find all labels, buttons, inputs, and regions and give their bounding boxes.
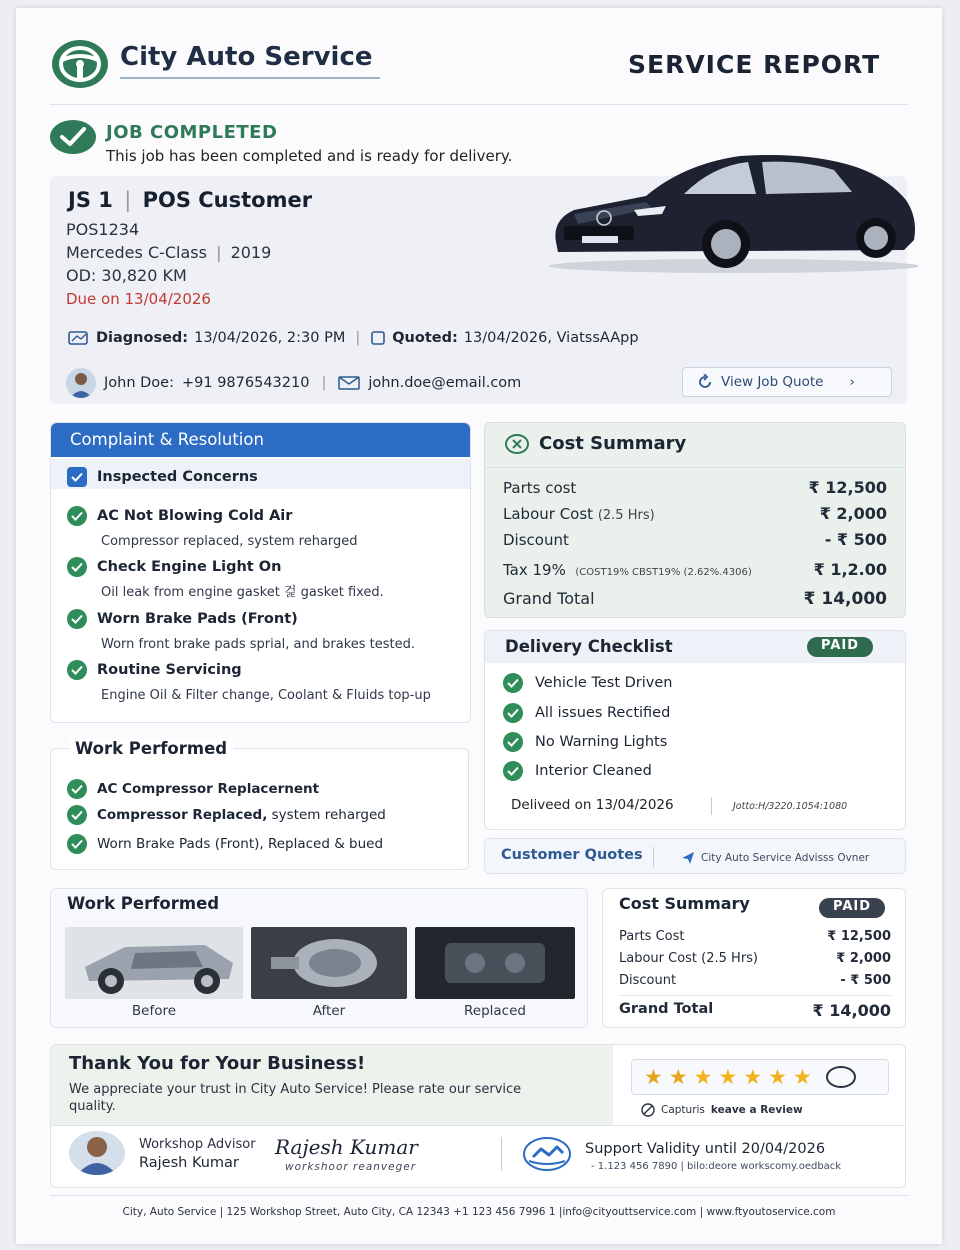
thank-you-divider [51, 1125, 905, 1126]
grand-total-label: Grand Total [619, 1001, 714, 1017]
delivery-checklist-card [484, 630, 906, 830]
leave-review-link[interactable] [641, 1103, 803, 1117]
paid-badge: PAID [807, 637, 873, 657]
star-icon[interactable]: ★ [768, 1064, 787, 1089]
work-photos-title: Work Performed [67, 894, 220, 913]
work-item [67, 834, 383, 854]
star-icon[interactable]: ★ [644, 1064, 663, 1089]
star-icon[interactable]: ★ [743, 1064, 763, 1089]
cost-value: ₹ 1,2.00 [813, 560, 887, 579]
cost-row-labour [503, 504, 887, 523]
avatar-person-icon [66, 368, 96, 398]
inspected-concerns [67, 467, 258, 487]
cost-compact-divider [619, 995, 891, 996]
support-contact: - 1.123 456 7890 | bilo:deore workscomy.oedback [591, 1161, 842, 1172]
cost-row-tax [503, 560, 887, 579]
complaint-item [67, 506, 292, 526]
job-status-description: This job has been completed and is ready for delivery. [106, 147, 513, 165]
signature-subtitle: workshoor reanveger [285, 1161, 417, 1173]
footer: City, Auto Service | 125 Workshop Street, Auto City, CA 12343 +1 123 456 7996 1 |info@cityouttservice.com | www.ftyoutoservice.com [122, 1206, 836, 1218]
view-job-quote-button[interactable] [682, 367, 892, 397]
delivery-title: Delivery Checklist [505, 637, 673, 656]
vehicle-model: Mercedes C-Class [66, 243, 207, 262]
brand-name: City Auto Service [120, 42, 373, 72]
advisor-avatar [69, 1131, 125, 1175]
check-circle-icon [503, 732, 523, 752]
refresh-icon [697, 374, 713, 390]
no-edit-icon [641, 1103, 655, 1117]
cost-label: Tax 19% [503, 561, 566, 579]
star-icon[interactable]: ★ [792, 1064, 812, 1089]
complaint-detail: Engine Oil & Filter change, Coolant & Fluids top-up [101, 688, 431, 703]
delivery-reference: Jotto:H/3220.1054:1080 [733, 801, 848, 812]
checklist-label: Interior Cleaned [535, 763, 652, 779]
thank-you-description: We appreciate your trust in City Auto Service! Please rate our service quality. [69, 1082, 522, 1114]
delivery-separator [711, 797, 712, 815]
check-circle-icon [67, 506, 87, 526]
cost-label: Labour Cost [503, 505, 594, 523]
advisor-signature: Rajesh Kumar [275, 1135, 418, 1159]
customer-quotes-separator [653, 847, 654, 867]
work-performed-list-card [50, 739, 469, 870]
diagnosed-label: Diagnosed: [96, 330, 189, 346]
job-code: POS1234 [66, 220, 140, 239]
header-divider [50, 104, 908, 105]
checklist-item [503, 703, 670, 723]
complaint-resolution-card [50, 422, 471, 723]
cost-row-parts [503, 478, 887, 497]
car-image [534, 144, 918, 274]
work-item-bold: Compressor Replaced, [97, 807, 268, 823]
grand-total-value: ₹ 14,000 [803, 589, 887, 609]
check-circle-icon [67, 779, 87, 799]
check-circle-icon [67, 660, 87, 680]
checklist-item [503, 761, 652, 781]
cost-value: ₹ 12,500 [808, 478, 887, 497]
review-prefix: Capturis [661, 1104, 705, 1116]
diagnosed-icon [68, 330, 90, 346]
checklist-label: No Warning Lights [535, 734, 668, 750]
photo-caption: Replaced [464, 1003, 526, 1019]
cost-summary-title [505, 433, 686, 454]
paid-badge: PAID [819, 898, 885, 918]
contact-name: John Doe: [104, 375, 174, 391]
job-id-separator: | [124, 188, 132, 212]
complaint-detail: Worn front brake pads sprial, and brakes tested. [101, 637, 416, 652]
support-separator [501, 1137, 502, 1171]
check-circle-icon [67, 834, 87, 854]
check-circle-icon [67, 609, 87, 629]
support-validity: Support Validity until 20/04/2026 [585, 1141, 826, 1157]
work-item-bold: AC Compressor Replacernent [97, 781, 320, 797]
checklist-label: Vehicle Test Driven [535, 675, 673, 691]
contact-phone[interactable]: +91 9876543210 [181, 375, 310, 391]
contact-email[interactable]: john.doe@email.com [368, 375, 522, 391]
odometer: OD: 30,820 KM [66, 266, 187, 285]
complaint-title: AC Not Blowing Cold Air [97, 508, 293, 524]
review-label: keave a Review [710, 1104, 803, 1116]
vehicle-separator: | [216, 243, 222, 262]
send-icon [681, 851, 695, 865]
grand-total-value: ₹ 14,000 [812, 1001, 891, 1020]
support-handshake-icon [523, 1137, 571, 1171]
vehicle-year: 2019 [230, 243, 272, 262]
checklist-item [503, 673, 672, 693]
complaint-header: Complaint & Resolution [51, 423, 470, 457]
replaced-photo[interactable] [415, 927, 575, 999]
quoted-label: Quoted: [392, 330, 458, 346]
cost-value: - ₹ 500 [840, 973, 891, 988]
report-title: SERVICE REPORT [628, 50, 881, 79]
cost-summary-compact-card [602, 888, 906, 1028]
inspected-concerns-label: Inspected Concerns [97, 469, 258, 485]
check-circle-icon [503, 761, 523, 781]
cost-value: - ₹ 500 [824, 530, 887, 549]
check-circle-icon [503, 673, 523, 693]
work-item-text: system reharged [267, 807, 386, 823]
work-item [67, 779, 319, 799]
thank-you-card [50, 1044, 906, 1188]
complaint-detail: Compressor replaced, system reharged [101, 534, 358, 549]
check-circle-icon [67, 557, 87, 577]
thank-you-title: Thank You for Your Business! [69, 1053, 366, 1074]
work-performed-title: Work Performed [69, 739, 233, 758]
advisor-person-icon [69, 1131, 125, 1175]
star-rating[interactable] [631, 1059, 889, 1095]
check-circle-icon [503, 703, 523, 723]
cost-row-grand-total [503, 589, 887, 609]
quoted-icon [370, 330, 386, 346]
work-item-text: Worn Brake Pads (Front), Replaced & bued [97, 836, 384, 852]
star-icon[interactable]: ★ [693, 1064, 713, 1089]
advisor-name: Rajesh Kumar [139, 1155, 239, 1171]
due-date: Due on 13/04/2026 [66, 290, 211, 308]
complaint-item [67, 660, 242, 680]
photo-caption: Before [131, 1003, 177, 1019]
advisor-role: Workshop Advisor [139, 1137, 256, 1152]
cost-note: (2.5 Hrs) [597, 508, 655, 523]
cost-label: Labour Cost (2.5 Hrs) [619, 951, 759, 966]
engine-part-image [251, 927, 407, 999]
complaint-title: Routine Servicing [97, 662, 242, 678]
cost-label: Discount [503, 531, 569, 549]
checkbox-checked-icon [67, 467, 87, 487]
car-chassis-image [65, 927, 243, 999]
work-item [67, 805, 386, 825]
service-report-page [16, 8, 942, 1244]
star-icon[interactable]: ★ [668, 1064, 688, 1089]
job-completed-check-icon [49, 119, 97, 155]
cost-summary-divider [485, 467, 905, 468]
delivered-date: Deliveed on 13/04/2026 [511, 797, 674, 813]
contact-separator: | [321, 375, 327, 391]
after-photo[interactable] [251, 927, 407, 999]
job-id [68, 188, 312, 212]
advisor-owner-text: City Auto Service Advisss Ovner [701, 852, 870, 864]
advisor-owner [681, 851, 869, 865]
work-photos-card [50, 888, 588, 1028]
checklist-item [503, 732, 667, 752]
cost-value: ₹ 2,000 [836, 951, 891, 966]
star-icon[interactable]: ★ [718, 1064, 738, 1089]
cost-value: ₹ 12,500 [827, 929, 891, 944]
meta-separator: | [355, 330, 361, 346]
diagnosis-quote-row [68, 330, 639, 346]
grand-total-label: Grand Total [503, 589, 595, 608]
job-status-title: JOB COMPLETED [106, 122, 278, 143]
cost-note: (COST19% CBST19% (2.62%.4306) [575, 567, 752, 578]
brand-underline [120, 77, 380, 79]
cost-label: Parts cost [503, 479, 577, 497]
steering-wheel-logo-icon [50, 38, 110, 90]
cost-row [619, 973, 891, 988]
complaint-title: Worn Brake Pads (Front) [97, 611, 298, 627]
email-icon [338, 376, 360, 390]
smiley-icon[interactable] [826, 1066, 856, 1088]
cost-row [619, 929, 891, 944]
vehicle-info [66, 243, 271, 262]
customer-quotes-bar [484, 838, 906, 874]
photo-caption: After [312, 1003, 346, 1019]
engine-bay-image [415, 927, 575, 999]
check-circle-icon [67, 805, 87, 825]
checklist-label: All issues Rectified [535, 705, 671, 721]
footer-divider [50, 1195, 908, 1196]
cost-row [619, 951, 891, 966]
cost-summary-title-text: Cost Summary [539, 433, 687, 454]
customer-quotes-link[interactable]: Customer Quotes [501, 847, 643, 863]
cost-summary-card [484, 422, 906, 618]
customer-name: POS Customer [142, 188, 313, 212]
cost-label: Parts Cost [619, 929, 685, 944]
contact-row [66, 368, 521, 398]
quoted-value: 13/04/2026, ViatssAApp [463, 330, 639, 346]
complaint-item [67, 557, 281, 577]
cost-summary-compact-title: Cost Summary [619, 894, 750, 913]
complaint-item [67, 609, 298, 629]
job-number: JS 1 [68, 188, 113, 212]
cost-row-discount [503, 530, 887, 549]
cost-value: ₹ 2,000 [819, 504, 887, 523]
cost-row-grand-total [619, 1001, 891, 1020]
cost-summary-icon [505, 434, 529, 454]
complaint-detail: Oil leak from engine gasket 걽 gasket fixed. [101, 585, 384, 600]
chevron-right-icon: › [849, 374, 855, 390]
cost-label: Discount [619, 973, 677, 988]
before-photo[interactable] [65, 927, 243, 999]
complaint-title: Check Engine Light On [97, 559, 282, 575]
customer-avatar [66, 368, 96, 398]
view-job-quote-label: View Job Quote [721, 374, 824, 390]
diagnosed-value: 13/04/2026, 2:30 PM [194, 330, 346, 346]
